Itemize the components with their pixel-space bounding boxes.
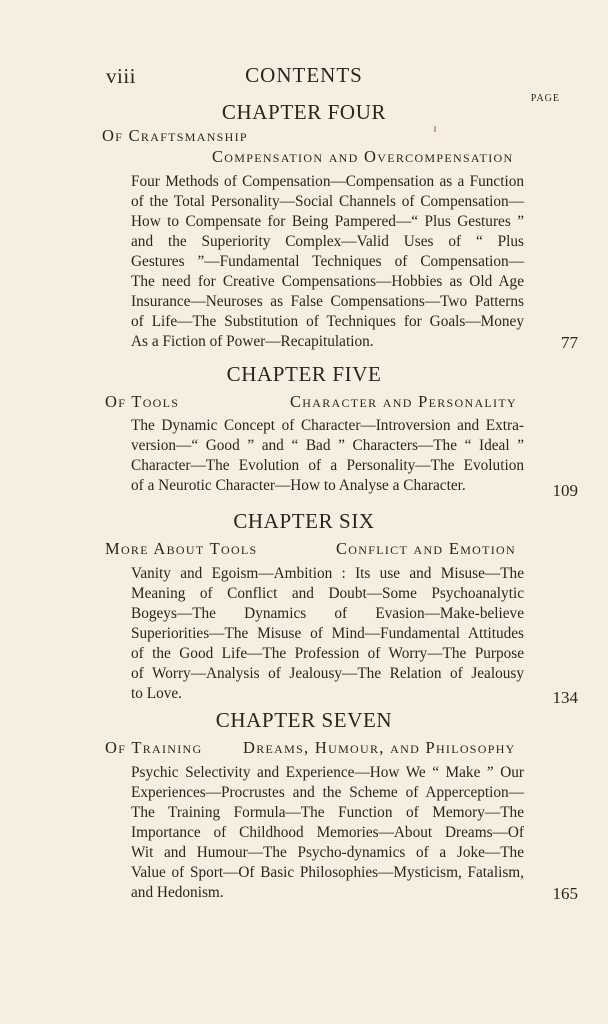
contents-line: Value of Sport—Of Basic Philosophies—Mysticism, Fatalism, (131, 864, 524, 881)
contents-line: and Hedonism. (131, 884, 224, 901)
contents-line: The Dynamic Concept of Character—Introversion and Extra- (131, 417, 524, 434)
running-head: CONTENTS (245, 63, 363, 87)
contents-line: of the Good Life—The Profession of Worry—The Purpose (131, 645, 524, 662)
page-number: 134 (552, 688, 578, 707)
chapter-contents (131, 172, 524, 352)
contents-line: Insurance—Neuroses as False Compensations—Two Patterns (131, 293, 524, 310)
contents-line: of Worry—Analysis of Jealousy—The Relation of Jealousy (131, 665, 524, 682)
chapter-title: CHAPTER SIX (233, 509, 375, 533)
contents-line: and the Superiority Complex—Valid Uses of “ Plus (131, 233, 524, 250)
contents-line: of a Neurotic Character—How to Analyse a Character. (131, 477, 466, 494)
contents-line: to Love. (131, 685, 182, 702)
part-label: More About Tools (105, 539, 258, 558)
chapter-title: CHAPTER FOUR (221, 100, 387, 124)
part-label: Of Training (105, 738, 203, 757)
contents-line: Wit and Humour—The Psycho-dynamics of a Joke—The (131, 844, 524, 861)
chapter-subtitle: Conflict and Emotion (336, 539, 516, 558)
contents-line: The need for Creative Compensations—Hobbies as Old Age (131, 273, 524, 290)
contents-line: of Life—The Substitution of Techniques for Goals—Money (131, 313, 524, 330)
part-label: Of Tools (105, 392, 180, 411)
contents-line: How to Compensate for Being Pampered—“ Plus Gestures ” (131, 213, 524, 230)
contents-line: Gestures ”—Fundamental Techniques of Compensation— (131, 253, 524, 270)
chapter-title: CHAPTER SEVEN (215, 708, 393, 732)
page-column-label: PAGE (530, 93, 560, 104)
contents-line: Vanity and Egoism—Ambition : Its use and Misuse—The (131, 565, 524, 582)
chapter-subtitle: Character and Personality (290, 392, 517, 411)
contents-line: Importance of Childhood Memories—About Dreams—Of (131, 824, 524, 841)
chapter-subtitle: Compensation and Overcompensation (212, 147, 514, 166)
page-number: 109 (552, 481, 578, 500)
contents-line: Psychic Selectivity and Experience—How We “ Make ” Our (131, 764, 524, 781)
contents-line: The Training Formula—The Function of Memory—The (131, 804, 524, 821)
contents-line: Character—The Evolution of a Personality—The Evolution (131, 457, 524, 474)
page-folio: viii (106, 64, 137, 88)
contents-line: Four Methods of Compensation—Compensation as a Function (131, 173, 524, 190)
contents-line: As a Fiction of Power—Recapitulation. (131, 333, 374, 350)
contents-line: of the Total Personality—Social Channels of Compensation— (131, 193, 524, 210)
contents-line: Bogeys—The Dynamics of Evasion—Make-believe (131, 605, 524, 622)
page-number: 77 (561, 333, 578, 352)
chapter-title: CHAPTER FIVE (226, 362, 382, 386)
part-label: Of Craftsmanship (102, 126, 248, 145)
chapter-contents (131, 416, 524, 496)
contents-line: Superiorities—The Misuse of Mind—Fundamental Attitudes (131, 625, 524, 642)
chapter-contents (131, 763, 524, 903)
chapter-contents (131, 564, 524, 704)
contents-line: Experiences—Procrustes and the Scheme of Apperception— (131, 784, 524, 801)
ink-mark (434, 126, 436, 132)
page-number: 165 (552, 884, 578, 903)
contents-line: Meaning of Conflict and Doubt—Some Psychoanalytic (131, 585, 524, 602)
chapter-subtitle: Dreams, Humour, and Philosophy (243, 738, 516, 757)
contents-line: version—“ Good ” and “ Bad ” Characters—The “ Ideal ” (131, 437, 524, 454)
